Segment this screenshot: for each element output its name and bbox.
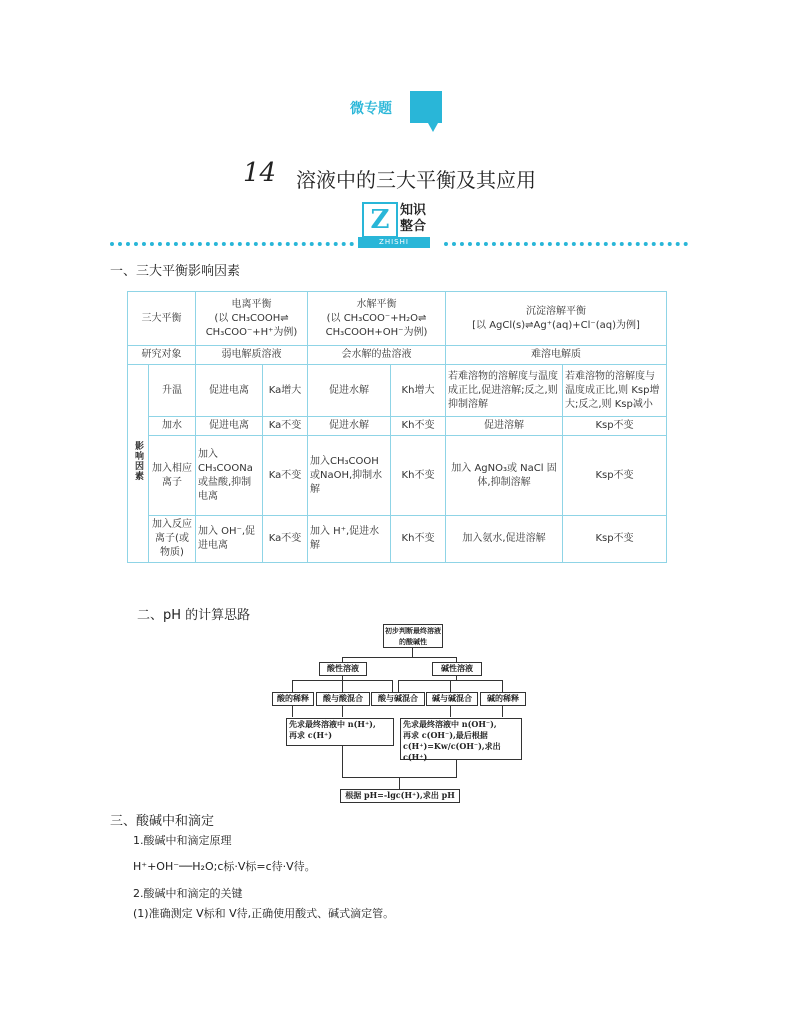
side-label: 影响因素 [128, 365, 149, 563]
logo-title [400, 203, 426, 235]
table-cell: 加入CH₃COONa或盐酸,抑制电离 [196, 436, 263, 516]
badge-box [410, 91, 442, 123]
badge-label: 微专题 [350, 101, 392, 117]
table-cell: 促进电离 [196, 417, 263, 436]
table-cell: 促进溶解 [446, 417, 563, 436]
text-p3: 2.酸碱中和滴定的关键 [133, 887, 243, 900]
factor-cell: 加入相应离子 [149, 436, 196, 516]
logo-letter: Z [362, 202, 398, 238]
text-p2: H⁺+OH⁻──H₂O;c标·V标=c待·V待。 [133, 860, 316, 873]
table-cell: 加入 H⁺,促进水解 [308, 516, 391, 563]
table-cell: 加入 OH⁻,促进电离 [196, 516, 263, 563]
flow-right-result: 先求最终溶液中 n(OH⁻), 再求 c(OH⁻),最后根据 c(H⁺)=Kw/c(OH⁻),求出 c(H⁺) [400, 718, 522, 760]
table-cell: 促进水解 [308, 365, 391, 417]
logo-line2: 整合 [400, 219, 427, 234]
header-cell: 沉淀溶解平衡 [以 AgCl(s)⇌Ag⁺(aq)+Cl⁻(aq)为例] [446, 292, 667, 346]
flow-b3: 酸与碱混合 [371, 692, 425, 706]
flow-acid: 酸性溶液 [319, 662, 367, 676]
section-heading-1: 一、三大平衡影响因素 [110, 264, 241, 279]
flow-b5: 碱的稀释 [480, 692, 526, 706]
flow-base: 碱性溶液 [432, 662, 482, 676]
table-cell: 若难溶物的溶解度与温度成正比,促进溶解;反之,则抑制溶解 [446, 365, 563, 417]
table-cell: 加入CH₃COOH或NaOH,抑制水解 [308, 436, 391, 516]
page-title: 溶液中的三大平衡及其应用 [296, 168, 536, 192]
text-p4: (1)准确测定 V标和 V待,正确使用酸式、碱式滴定管。 [133, 907, 395, 920]
badge-tail [428, 123, 438, 132]
table-cell: 弱电解质溶液 [196, 346, 308, 365]
divider-right [444, 242, 688, 246]
table-cell: Kh不变 [391, 516, 446, 563]
table-cell: 加入 AgNO₃或 NaCl 固体,抑制溶解 [446, 436, 563, 516]
table-cell: 会水解的盐溶液 [308, 346, 446, 365]
factor-cell: 加入反应离子(或物质) [149, 516, 196, 563]
row-label: 研究对象 [128, 346, 196, 365]
flow-left-result: 先求最终溶液中 n(H⁺), 再求 c(H⁺) [286, 718, 394, 746]
section-heading-2: 二、pH 的计算思路 [137, 608, 251, 623]
header-cell: 三大平衡 [128, 292, 196, 346]
header-cell: 水解平衡 (以 CH₃COO⁻+H₂O⇌ CH₃COOH+OH⁻为例) [308, 292, 446, 346]
table-cell: 加入氨水,促进溶解 [446, 516, 563, 563]
divider-left [110, 242, 354, 246]
header-cell: 电离平衡 (以 CH₃COOH⇌ CH₃COO⁻+H⁺为例) [196, 292, 308, 346]
table-cell: Ksp不变 [563, 516, 667, 563]
flow-b1: 酸的稀释 [272, 692, 314, 706]
table-cell: 若难溶物的溶解度与温度成正比,则 Ksp增大;反之,则 Ksp减小 [563, 365, 667, 417]
factor-cell: 升温 [149, 365, 196, 417]
table-cell: 促进水解 [308, 417, 391, 436]
text-p1: 1.酸碱中和滴定原理 [133, 834, 232, 847]
table-cell: 难溶电解质 [446, 346, 667, 365]
table-cell: Ka不变 [263, 436, 308, 516]
flow-start: 初步判断最终溶液的酸碱性 [385, 626, 441, 646]
flow-b2: 酸与酸混合 [316, 692, 370, 706]
table-cell: Ksp不变 [563, 417, 667, 436]
table-cell: Kh增大 [391, 365, 446, 417]
factor-cell: 加水 [149, 417, 196, 436]
table-cell: Kh不变 [391, 436, 446, 516]
table-cell: Ka增大 [263, 365, 308, 417]
table-cell: Ka不变 [263, 417, 308, 436]
topic-number: 14 [243, 158, 277, 188]
table-cell: Ksp不变 [563, 436, 667, 516]
flow-b4: 碱与碱混合 [426, 692, 478, 706]
table-cell: Kh不变 [391, 417, 446, 436]
logo-subtitle: ZHISHI ZHENGHE [358, 237, 430, 248]
table-cell: Ka不变 [263, 516, 308, 563]
equilibrium-table [127, 291, 667, 563]
logo-line1: 知识 [400, 203, 427, 218]
section-heading-3: 三、酸碱中和滴定 [110, 814, 215, 829]
flow-end: 根据 pH=-lgc(H⁺),求出 pH [340, 789, 460, 803]
table-cell: 促进电离 [196, 365, 263, 417]
